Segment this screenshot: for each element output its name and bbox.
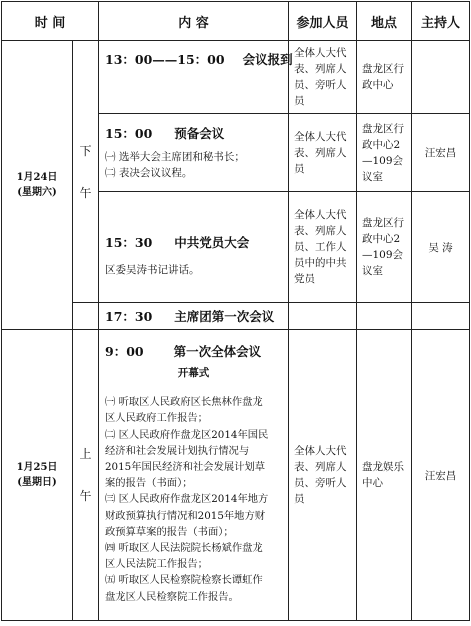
day1-halfday-cell bbox=[73, 41, 99, 303]
day2-weekday: (星期日) bbox=[17, 477, 57, 488]
slot-line: 政预算草案的报告（书面）； bbox=[105, 525, 234, 538]
day1-row4-halfday-empty bbox=[73, 303, 99, 330]
slot-title: 预备会议 bbox=[174, 125, 225, 141]
day2-halfday-cell bbox=[73, 330, 99, 621]
slot-title: 会议报到 bbox=[242, 52, 293, 67]
slot-title: 中共党员大会 bbox=[174, 235, 250, 250]
day2-host: 汪宏昌 bbox=[412, 330, 470, 621]
header-host: 主持人 bbox=[412, 2, 470, 41]
slot-line: 区人民法院工作报告； bbox=[105, 558, 208, 571]
day1-row1-content bbox=[99, 41, 293, 114]
day1-row-1 bbox=[2, 41, 470, 114]
day1-row4-host bbox=[412, 303, 470, 330]
slot-title: 主席团第一次会议 bbox=[174, 309, 275, 324]
slot-heading bbox=[105, 308, 282, 326]
header-time: 时 间 bbox=[2, 2, 99, 41]
slot-heading bbox=[105, 51, 293, 69]
slot-time: 15：00 bbox=[105, 125, 153, 141]
day2-place: 盘龙娱乐中心 bbox=[357, 330, 412, 621]
slot-line: ㈤ 听取区人民检察院检察长谭虹作 bbox=[105, 574, 263, 587]
day2-half-a: 上 bbox=[79, 447, 92, 461]
slot-line: 经济和社会发展计划执行情况与 bbox=[105, 444, 250, 457]
day2-row bbox=[2, 330, 470, 621]
day1-row1-attendees: 全体人大代表、列席人员、旁听人员 bbox=[289, 41, 357, 114]
day1-date: 1月24日 bbox=[16, 172, 58, 183]
day1-row3-attendees: 全体人大代表、列席人员、工作人员中的中共党员 bbox=[289, 192, 357, 303]
day1-row2-content bbox=[99, 114, 289, 192]
day1-row1-place: 盘龙区行政中心 bbox=[357, 41, 412, 114]
slot-body bbox=[105, 394, 282, 605]
schedule-table bbox=[1, 1, 470, 621]
slot-heading bbox=[105, 234, 282, 252]
day1-row4-content bbox=[99, 303, 289, 330]
day1-row3-place: 盘龙区行政中心2—109会议室 bbox=[357, 192, 412, 303]
day1-half-a: 下 bbox=[79, 143, 92, 158]
slot-heading bbox=[105, 343, 282, 361]
slot-line: ㈣ 听取区人民法院院长杨斌作盘龙 bbox=[105, 542, 263, 554]
slot-line: ㈢ 区人民政府作盘龙区2014年地方 bbox=[105, 493, 269, 506]
day2-attendees: 全体人大代表、列席人员、旁听人员 bbox=[289, 330, 357, 621]
slot-time: 15：30 bbox=[105, 235, 153, 250]
slot-subtitle: 开幕式 bbox=[177, 367, 210, 380]
slot-line: 财政预算执行情况和2015年地方财 bbox=[105, 509, 266, 522]
day2-date-cell bbox=[2, 330, 73, 621]
day1-row3-content bbox=[99, 192, 289, 303]
slot-line: ㈠ 听取区人民政府区长焦林作盘龙 bbox=[105, 396, 263, 409]
day1-row2-attendees: 全体人大代表、列席人员 bbox=[289, 114, 357, 192]
header-place: 地点 bbox=[357, 2, 412, 41]
slot-title: 第一次全体会议 bbox=[173, 344, 262, 360]
day1-date-cell bbox=[2, 41, 73, 330]
day1-row3-host: 吴 涛 bbox=[412, 192, 470, 303]
day1-half-b: 午 bbox=[79, 185, 92, 200]
day2-content bbox=[99, 330, 289, 621]
slot-line: 案的报告（书面）； bbox=[105, 477, 193, 490]
slot-line: 2015年国民经济和社会发展计划草 bbox=[105, 460, 266, 473]
day1-weekday: (星期六) bbox=[17, 187, 57, 198]
slot-line: 盘龙区人民检察院工作报告。 bbox=[105, 590, 239, 603]
slot-line: ㈡ 区人民政府作盘龙区2014年国民 bbox=[105, 428, 269, 441]
day1-row4-attendees bbox=[289, 303, 357, 330]
slot-time: 9：00 bbox=[105, 344, 144, 360]
slot-time: 13：00——15：00 bbox=[105, 52, 225, 67]
slot-line: ㈠ 选举大会主席团和秘书长； bbox=[105, 150, 245, 163]
slot-line: ㈡ 表决会议议程。 bbox=[105, 166, 193, 179]
day1-row1-host bbox=[412, 41, 470, 114]
header-attendees: 参加人员 bbox=[289, 2, 357, 41]
slot-heading bbox=[105, 125, 282, 143]
day2-date: 1月25日 bbox=[16, 462, 58, 473]
slot-body bbox=[105, 149, 282, 181]
day1-row2-place: 盘龙区行政中心2—109会议室 bbox=[357, 114, 412, 192]
slot-body bbox=[105, 262, 282, 278]
slot-line: 区委吴涛书记讲话。 bbox=[105, 264, 200, 276]
header-content: 内 容 bbox=[99, 2, 289, 41]
header-row bbox=[2, 2, 470, 41]
day1-row4-place bbox=[357, 303, 412, 330]
day2-half-b: 午 bbox=[79, 489, 92, 503]
slot-line: 区人民政府工作报告； bbox=[105, 412, 208, 425]
day1-row2-host: 汪宏昌 bbox=[412, 114, 470, 192]
day1-row-4 bbox=[2, 303, 470, 330]
slot-time: 17：30 bbox=[105, 309, 153, 324]
